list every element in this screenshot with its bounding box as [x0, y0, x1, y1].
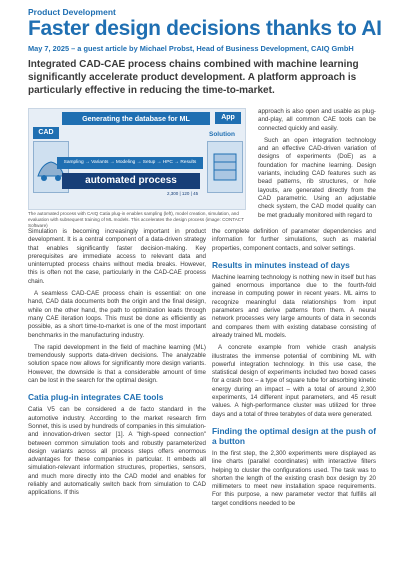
body-paragraph: Simulation is becoming increasingly important in product development. It is a central component of a data-driven strategy that enables significantly faster decision-making. Key prerequisites are immediate access to relevant data and uninterrupted process chains without media breaks. However, this is often not the case, particularly in the CAD-CAE process chain.	[28, 228, 206, 285]
section-heading: Finding the optimal design at the push of a button	[212, 425, 376, 446]
body-paragraph: Catia V5 can be considered a de facto standard in the automotive industry. According to the market research firm Sonnet, this is used by hundreds of companies in this simulation- and innovation-driven sector [1]. A "high-speed connection" between common simulation tools and robustly parameterized design variants across all process steps offers enormous advantages for these companies in particular. It embeds all simulation-relevant information structures, properties, sensors, and much more directly into the CAD model and enables for reliably and automatically switch back from simulation to CAD applications. If this	[28, 406, 206, 497]
solution-image	[207, 141, 243, 193]
right-column	[212, 228, 376, 565]
figure-caption: The automated process with CAIQ Catia plug-in enables sampling (left), model creation, simulation, and evaluation with subsequent training of ML models. This accelerates the design process (image: CONTACT Software)	[28, 211, 244, 228]
kicker: Product Development	[28, 7, 116, 17]
figure-banner: Generating the database for ML	[62, 112, 210, 125]
body-paragraph: In the first step, the 2,300 experiments were displayed as line charts (parallel coordinates) with interactive filters helping to cluster the configurations used. The task was to shorten the length of the existing crash box design by 20 millimeters to meet new installation space requirements. For this purpose, a new parameter vector that fulfills all target conditions needed to be	[212, 449, 376, 507]
lead-paragraph: Integrated CAD-CAE process chains combined with machine learning significantly accelerate product development. A platform approach is particularly effective in reducing the time-to-market.	[28, 59, 359, 96]
cad-box: CAD	[33, 127, 59, 139]
solution-label: Solution	[209, 131, 235, 138]
byline: May 7, 2025 – a guest article by Michael Probst, Head of Business Development, CAIQ GmbH	[28, 44, 354, 53]
left-column	[28, 228, 206, 565]
automated-process-bar: automated process	[62, 173, 200, 189]
section-heading: Catia plug-in integrates CAE tools	[28, 392, 164, 403]
section-heading: Results in minutes instead of days	[212, 259, 350, 270]
body-paragraph: A concrete example from vehicle crash analysis illustrates the immense potential of combining ML with powerful integration technology. In this use case, the statistical design of experiments included two boxed cases for a crash box – a type of square tube for absorbing kinetic energy during an impact – with a total of around 2,300 experiments, 14 different input parameters, and 45 result values. A high-performance cluster was utilized for three days and a total of three terabytes of data were generated.	[212, 344, 376, 418]
process-steps: Sampling → Variants → Modeling → Setup → HPC → Results	[57, 157, 203, 169]
page-title: Faster design decisions thanks to AI	[28, 17, 382, 40]
process-figure	[28, 108, 246, 210]
body-paragraph: the complete definition of parameter dependencies and information for further simulations, such as material properties, component contacts, and solver settings.	[212, 228, 376, 252]
body-paragraph: Machine learning technology is nothing new in itself but has gained enormous importance due to the fourth-fold increase in computing power in recent years. ML aims to recognize meaningful data relationships from input parameters and derive patterns from them. A neural network processes very large amounts of data in seconds and compares them with existing database consisting of already trained ML models.	[212, 273, 376, 339]
right-top-column	[258, 108, 376, 228]
right-top-paragraph: Such an open integration technology and an effective CAD-driven variation of designs of experiments (DoE) as a foundation for machine learning. Design variants, including CAD features such as bead patterns, rib structures, or hole layouts, are generated directly from the CAD parametric. Using an adjustable check system, the CAD model quality can be met gradually monitored with regard to	[258, 136, 376, 219]
body-paragraph: A seamless CAD-CAE process chain is essential: on one hand, CAD data documents both the origin and the final design, while on the other hand, the path to optimization leads through many CAE iteration loops. This must be done as efficiently as possible, as a short time-to-market is one of the most important benchmarks in the manufacturing industry.	[28, 290, 206, 339]
experiment-params: 2,300 | 120 | 45	[167, 191, 199, 196]
app-box: App	[215, 112, 241, 124]
body-paragraph: The rapid development in the field of machine learning (ML) tremendously supports data-driven decisions. The analyzable solution space now allows for significantly more design variants. However, the downside is that a considerable amount of time can be lost in the search for the optimal design.	[28, 343, 206, 385]
optimized-part-icon	[208, 142, 242, 192]
right-top-paragraph: approach is also open and usable as plug-and-play, all common CAE tools can be connected quickly and easily.	[258, 108, 376, 132]
